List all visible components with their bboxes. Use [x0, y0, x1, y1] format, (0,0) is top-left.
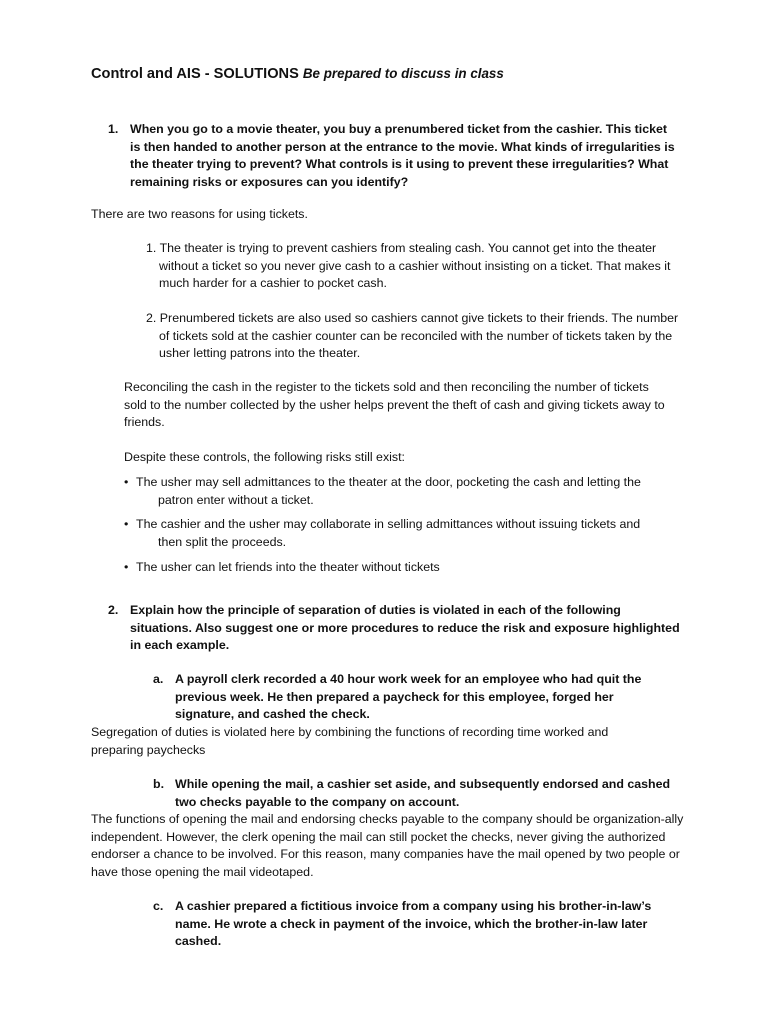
question-number: 2.	[108, 603, 119, 617]
case-letter: c.	[153, 899, 164, 913]
risk-text: The cashier and the usher may collaborate in selling admittances without issuing tickets and then split the proceeds.	[136, 517, 641, 549]
case-a-answer: Segregation of duties is violated here by combining the functions of recording time worked and preparing paychecks	[91, 725, 609, 757]
reason-number: 2.	[146, 311, 157, 325]
page-title	[91, 64, 504, 84]
question-text: When you go to a movie theater, you buy a prenumbered ticket from the cashier. This ticket is then handed to another person at the entrance to the movie. What kinds of irregularities is the theater trying to prevent? What controls is it using to prevent these irregularities? What remaining risks or exposures can you identify?	[130, 122, 675, 189]
reason-item-1	[124, 240, 684, 293]
risk-item-1	[124, 474, 664, 509]
question-number: 1.	[108, 122, 119, 136]
case-b-answer: The functions of opening the mail and endorsing checks payable to the company should be organization-ally independent. However, the clerk opening the mail can still pocket the checks, never giving the authorized endorser a chance to be involved. For this reason, many companies have the mail opened by two people or have those opening the mail videotaped.	[91, 812, 684, 879]
risk-text: The usher can let friends into the theater without tickets	[136, 560, 440, 574]
question-text: Explain how the principle of separation of duties is violated in each of the following situations. Also suggest one or more procedures to reduce the risk and exposure highlighted in each example.	[130, 603, 680, 653]
risk-item-3	[124, 559, 664, 577]
risk-text: The usher may sell admittances to the theater at the door, pocketing the cash and letting the patron enter without a ticket.	[136, 475, 641, 507]
case-text: While opening the mail, a cashier set aside, and subsequently endorsed and cashed two checks payable to the company on account.	[175, 777, 671, 809]
title-main: Control and AIS - SOLUTIONS	[91, 66, 299, 82]
risks-intro: Despite these controls, the following risks still exist:	[124, 450, 405, 464]
title-subtitle: Be prepared to discuss in class	[302, 66, 504, 81]
question-2	[108, 602, 683, 655]
reason-item-2	[124, 310, 684, 363]
bullet-icon: •	[124, 475, 129, 489]
case-a	[153, 671, 673, 724]
case-c	[153, 898, 683, 951]
case-letter: b.	[153, 777, 165, 791]
reconcile-paragraph: Reconciling the cash in the register to the tickets sold and then reconciling the number of tickets sold to the number collected by the usher helps prevent the theft of cash and giving tickets away to friends.	[124, 380, 665, 430]
case-text: A cashier prepared a fictitious invoice from a company using his brother-in-law’s name. He wrote a check in payment of the invoice, which the brother-in-law later cashed.	[175, 899, 652, 949]
bullet-icon: •	[124, 560, 129, 574]
case-text: A payroll clerk recorded a 40 hour work week for an employee who had quit the previous week. He then prepared a paycheck for this employee, forged her signature, and cashed the check.	[175, 672, 642, 722]
case-b	[153, 776, 673, 811]
intro-paragraph: There are two reasons for using tickets.	[91, 207, 308, 221]
reason-number: 1.	[146, 241, 157, 255]
case-letter: a.	[153, 672, 164, 686]
reason-text: The theater is trying to prevent cashiers from stealing cash. You cannot get into the theater without a ticket so you never give cash to a cashier without insisting on a ticket. That makes it much harder for a cashier to pocket cash.	[159, 241, 671, 291]
risk-item-2	[124, 516, 664, 551]
reason-text: Prenumbered tickets are also used so cashiers cannot give tickets to their friends. The number of tickets sold at the cashier counter can be reconciled with the number of tickets taken by the usher letting patrons into the theater.	[159, 311, 679, 361]
bullet-icon: •	[124, 517, 129, 531]
question-1	[108, 121, 678, 191]
